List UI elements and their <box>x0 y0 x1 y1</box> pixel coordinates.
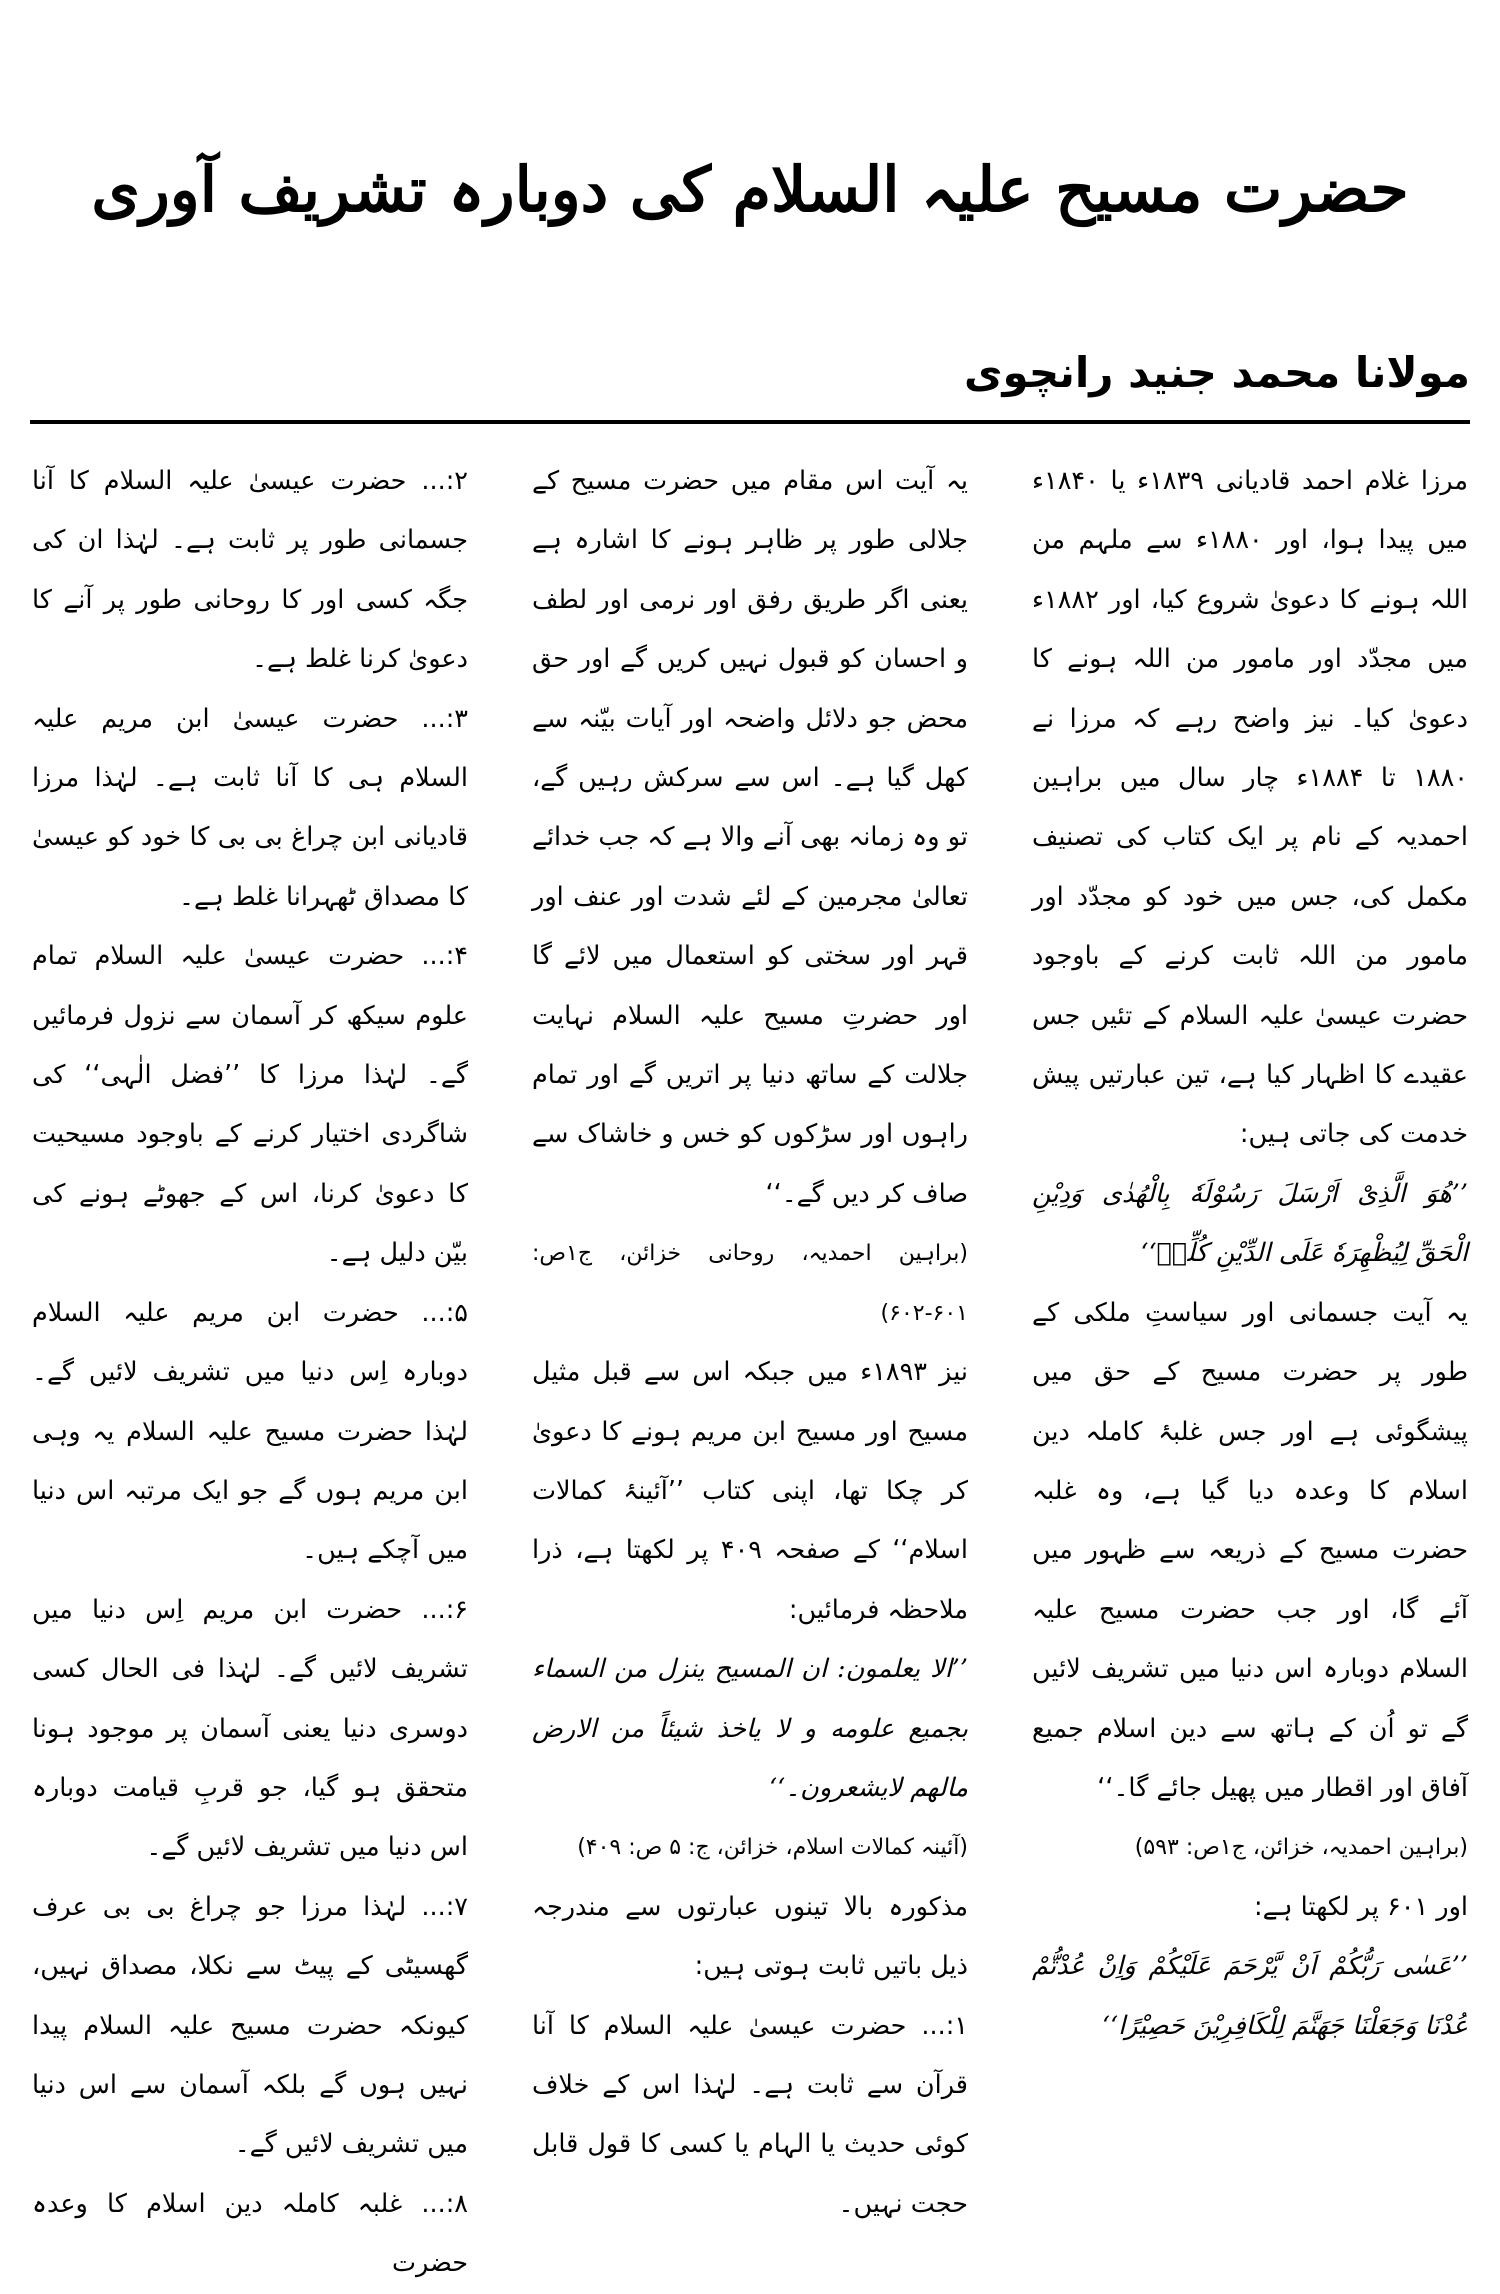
quotation-paragraph: ’’عَسٰی رَبُّكُمْ اَنْ یَّرْحَمَ عَلَیْكُمْ وَاِنْ عُدْتُّمْ عُدْنَا وَجَعَلْنَا جَهَنَّمَ لِلْكَافِرِیْنَ حَصِیْرًا‘‘ <box>1032 1951 1468 2041</box>
body-paragraph: ۶:... حضرت ابن مریم اِس دنیا میں تشریف لائیں گے۔ لہٰذا فی الحال کسی دوسری دنیا یعنی آسمان پر موجود ہونا متحقق ہو گیا، جو قربِ قیامت دوبارہ اس دنیا میں تشریف لائیں گے۔ <box>32 1594 468 1863</box>
reference-citation: (آئینہ کمالات اسلام، خزائن، ج: ۵ ص: ۴۰۹) <box>577 1835 968 1861</box>
author-name: مولانا محمد جنید رانچوی <box>964 348 1470 397</box>
quotation-paragraph: ’’هُوَ الَّذِیْ اَرْسَلَ رَسُوْلَهٗ بِالْهُدٰی وَدِیْنِ الْحَقِّ لِیُظْهِرَهٗ عَلَی الدِّیْنِ كُلِّهٖ‘‘ <box>1032 1178 1468 1269</box>
body-paragraph: ۳:... حضرت عیسیٰ ابن مریم علیہ السلام ہی کا آنا ثابت ہے۔ لہٰذا مرزا قادیانی ابن چراغ بی بی کا خود کو عیسیٰ کا مصداق ٹھہرانا غلط ہے۔ <box>32 703 468 912</box>
body-paragraph: یہ آیت جسمانی اور سیاستِ ملکی کے طور پر حضرت مسیح کے حق میں پیشگوئی ہے اور جس غلبۂ کاملہ دین اسلام کا وعدہ دیا گیا ہے، وہ غلبہ حضرت مسیح کے ذریعہ سے ظہور میں آئے گا، اور جب حضرت مسیح علیہ السلام دوبارہ اس دنیا میں تشریف لائیں گے تو اُن کے ہاتھ سے دین اسلام جمیع آفاق اور اقطار میں پھیل جائے گا۔‘‘ <box>1032 1297 1468 1803</box>
body-paragraph: ۲:... حضرت عیسیٰ علیہ السلام کا آنا جسمانی طور پر ثابت ہے۔ لہٰذا ان کی جگہ کسی اور کا روحانی طور پر آنے کا دعویٰ کرنا غلط ہے۔ <box>32 466 468 675</box>
text-column-left <box>32 452 468 2279</box>
text-column-middle <box>532 452 969 2219</box>
body-paragraph: مرزا غلام احمد قادیانی ۱۸۳۹ء یا ۱۸۴۰ء میں پیدا ہوا، اور ۱۸۸۰ء سے ملہم من اللہ ہونے کا دعویٰ شروع کیا، اور ۱۸۸۲ء میں مجدّد اور مامور من اللہ ہونے کا دعویٰ کیا۔ نیز واضح رہے کہ مرزا نے ۱۸۸۰ تا ۱۸۸۴ء چار سال میں براہین احمدیہ کے نام پر ایک کتاب کی تصنیف مکمل کی، جس میں خود کو مجدّد اور مامور من اللہ ثابت کرنے کے باوجود حضرت عیسیٰ علیہ السلام کے تئیں جس عقیدے کا اظہار کیا ہے، تین عبارتیں پیش خدمت کی جاتی ہیں: <box>1032 466 1469 1150</box>
body-paragraph: نیز ۱۸۹۳ء میں جبکہ اس سے قبل مثیل مسیح اور مسیح ابن مریم ہونے کا دعویٰ کر چکا تھا، اپنی کتاب ’’آئینۂ کمالات اسلام‘‘ کے صفحہ ۴۰۹ پر لکھتا ہے، ذرا ملاحظہ فرمائیں: <box>532 1357 969 1625</box>
body-paragraph: یہ آیت اس مقام میں حضرت مسیح کے جلالی طور پر ظاہر ہونے کا اشارہ ہے یعنی اگر طریق رفق اور نرمی اور لطف و احسان کو قبول نہیں کریں گے اور حق محض جو دلائل واضحہ اور آیات بیّنہ سے کھل گیا ہے۔ اس سے سرکش رہیں گے، تو وہ زمانہ بھی آنے والا ہے کہ جب خدائے تعالیٰ مجرمین کے لئے شدت اور عنف اور قہر اور سختی کو استعمال میں لائے گا اور حضرتِ مسیح علیہ السلام نہایت جلالت کے ساتھ دنیا پر اتریں گے اور تمام راہوں اور سڑکوں کو خس و خاشاک سے صاف کر دیں گے۔‘‘ <box>532 466 968 1209</box>
body-paragraph: ۸:... غلبہ کاملہ دین اسلام کا وعدہ حضرت <box>32 2188 468 2279</box>
reference-citation: (براہین احمدیہ، خزائن، ج۱ص: ۵۹۳) <box>1134 1835 1468 1861</box>
body-paragraph: اور ۶۰۱ پر لکھتا ہے: <box>1254 1891 1468 1922</box>
quotation-paragraph: ’’الا یعلمون: ان المسیح ینزل من السماء بجمیع علومه و لا یاخذ شیئاً من الارض مالهم لایشعرون۔‘‘ <box>532 1654 968 1803</box>
reference-citation: (براہین احمدیہ، روحانی خزائن، ج۱ص: ۶۰۱-۶۰۲) <box>532 1241 968 1326</box>
body-paragraph: ۱:... حضرت عیسیٰ علیہ السلام کا آنا قرآن سے ثابت ہے۔ لہٰذا اس کے خلاف کوئی حدیث یا الہام یا کسی کا قول قابل حجت نہیں۔ <box>532 2010 968 2219</box>
body-paragraph: مذکورہ بالا تینوں عبارتوں سے مندرجہ ذیل باتیں ثابت ہوتی ہیں: <box>532 1891 968 1982</box>
body-paragraph: ۷:... لہٰذا مرزا جو چراغ بی بی عرف گھسیٹی کے پیٹ سے نکلا، مصداق نہیں، کیونکہ حضرت مسیح علیہ السلام پیدا نہیں ہوں گے بلکہ آسمان سے اس دنیا میں تشریف لائیں گے۔ <box>32 1891 468 2160</box>
divider-line <box>30 420 1470 424</box>
body-paragraph: ۴:... حضرت عیسیٰ علیہ السلام تمام علوم سیکھ کر آسمان سے نزول فرمائیں گے۔ لہٰذا مرزا کا ’’فضل الٰہی‘‘ کی شاگردی اختیار کرنے کے باوجود مسیحیت کا دعویٰ کرنا، اس کے جھوٹے ہونے کی بیّن دلیل ہے۔ <box>32 941 468 1269</box>
text-column-right <box>1032 452 1468 2182</box>
body-paragraph: ۵:... حضرت ابن مریم علیہ السلام دوبارہ اِس دنیا میں تشریف لائیں گے۔ لہٰذا حضرت مسیح علیہ السلام یہ وہی ابن مریم ہوں گے جو ایک مرتبہ اس دنیا میں آچکے ہیں۔ <box>32 1297 468 1566</box>
article-title: حضرت مسیح علیہ السلام کی دوبارہ تشریف آوری <box>91 153 1409 226</box>
